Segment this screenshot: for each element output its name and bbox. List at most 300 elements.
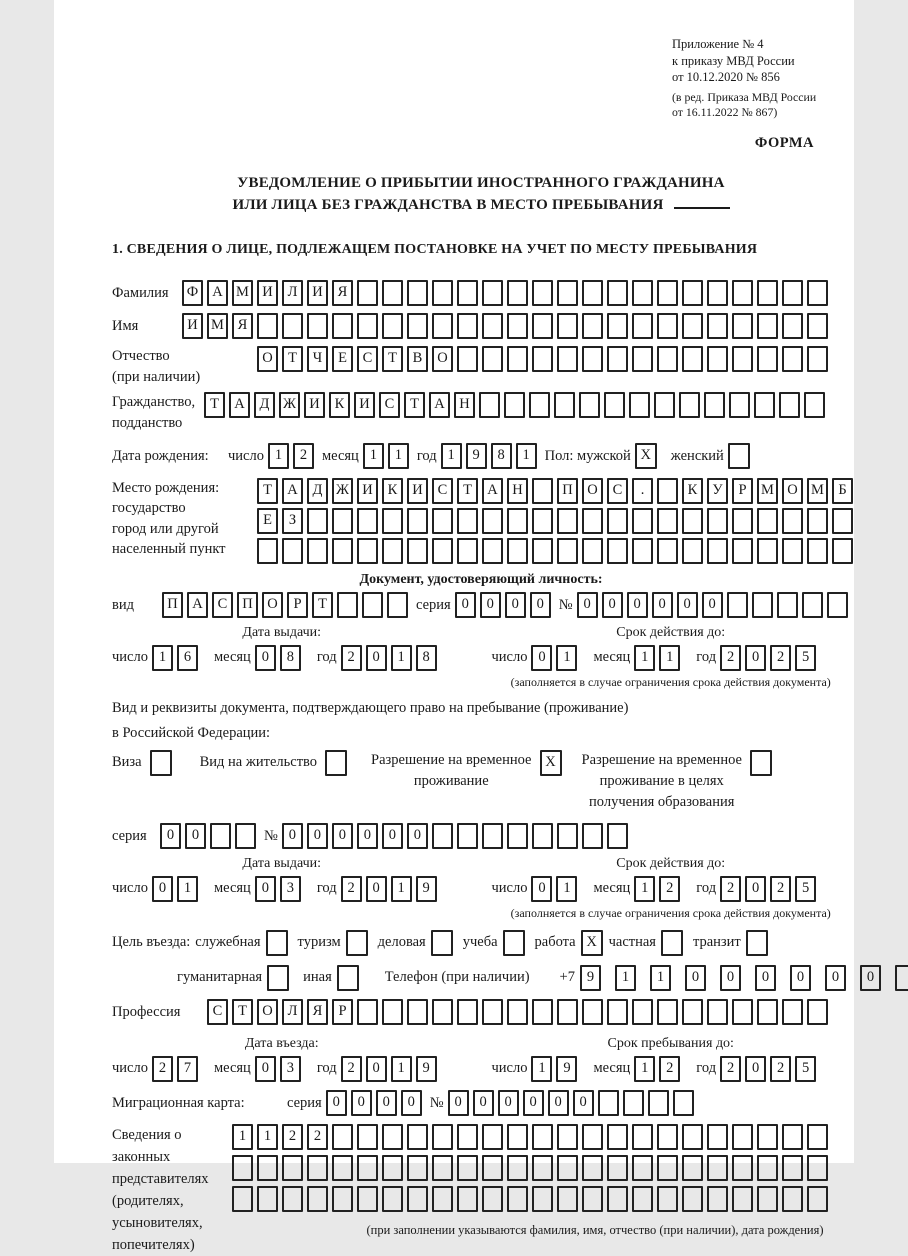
char-cell[interactable]: 0	[480, 592, 501, 618]
char-cell[interactable]: 1	[556, 645, 577, 671]
char-cell[interactable]: 0	[531, 876, 552, 902]
char-cell[interactable]: 1	[391, 645, 412, 671]
char-cell[interactable]: 9	[416, 1056, 437, 1082]
char-cell[interactable]: 0	[745, 876, 766, 902]
char-cell[interactable]: Е	[332, 346, 353, 372]
char-cell[interactable]	[807, 1186, 828, 1212]
char-cell[interactable]	[232, 1186, 253, 1212]
char-cell[interactable]: 0	[473, 1090, 494, 1116]
char-cell[interactable]: Р	[732, 478, 753, 504]
char-cell[interactable]	[532, 280, 553, 306]
char-cell[interactable]	[532, 508, 553, 534]
char-cell[interactable]	[807, 346, 828, 372]
char-cell[interactable]	[682, 1186, 703, 1212]
char-cell[interactable]	[507, 1155, 528, 1181]
char-cell[interactable]	[657, 1155, 678, 1181]
char-cell[interactable]	[482, 1124, 503, 1150]
char-cell[interactable]: И	[182, 313, 203, 339]
purpose-study-checkbox[interactable]	[503, 930, 525, 956]
purpose-other-checkbox[interactable]	[337, 965, 359, 991]
char-cell[interactable]	[457, 999, 478, 1025]
char-cell[interactable]	[482, 508, 503, 534]
char-cell[interactable]	[582, 1186, 603, 1212]
char-cell[interactable]	[607, 823, 628, 849]
char-cell[interactable]	[582, 999, 603, 1025]
char-cell[interactable]	[557, 1155, 578, 1181]
char-cell[interactable]	[682, 1155, 703, 1181]
char-cell[interactable]	[282, 1155, 303, 1181]
char-cell[interactable]	[632, 313, 653, 339]
char-cell[interactable]: И	[304, 392, 325, 418]
char-cell[interactable]	[307, 538, 328, 564]
char-cell[interactable]	[457, 1186, 478, 1212]
char-cell[interactable]: 2	[720, 876, 741, 902]
char-cell[interactable]	[457, 313, 478, 339]
char-cell[interactable]	[582, 1155, 603, 1181]
char-cell[interactable]: С	[379, 392, 400, 418]
char-cell[interactable]: З	[282, 508, 303, 534]
char-cell[interactable]: 0	[282, 823, 303, 849]
char-cell[interactable]	[732, 1186, 753, 1212]
char-cell[interactable]	[679, 392, 700, 418]
char-cell[interactable]: 1	[556, 876, 577, 902]
char-cell[interactable]: 0	[790, 965, 811, 991]
char-cell[interactable]: Л	[282, 280, 303, 306]
char-cell[interactable]	[407, 313, 428, 339]
char-cell[interactable]	[707, 1186, 728, 1212]
char-cell[interactable]	[232, 1155, 253, 1181]
char-cell[interactable]: А	[187, 592, 208, 618]
char-cell[interactable]	[557, 508, 578, 534]
char-cell[interactable]	[623, 1090, 644, 1116]
char-cell[interactable]: 5	[795, 1056, 816, 1082]
char-cell[interactable]	[782, 999, 803, 1025]
char-cell[interactable]	[807, 280, 828, 306]
char-cell[interactable]: П	[557, 478, 578, 504]
char-cell[interactable]	[357, 1124, 378, 1150]
char-cell[interactable]: С	[607, 478, 628, 504]
char-cell[interactable]: Т	[204, 392, 225, 418]
char-cell[interactable]: 2	[282, 1124, 303, 1150]
char-cell[interactable]	[752, 592, 773, 618]
char-cell[interactable]	[598, 1090, 619, 1116]
char-cell[interactable]: 2	[341, 1056, 362, 1082]
char-cell[interactable]	[257, 538, 278, 564]
char-cell[interactable]: 1	[659, 645, 680, 671]
char-cell[interactable]	[557, 1186, 578, 1212]
char-cell[interactable]	[782, 1155, 803, 1181]
char-cell[interactable]	[807, 538, 828, 564]
char-cell[interactable]	[557, 346, 578, 372]
char-cell[interactable]	[532, 1124, 553, 1150]
char-cell[interactable]	[707, 1155, 728, 1181]
char-cell[interactable]	[657, 280, 678, 306]
char-cell[interactable]	[482, 280, 503, 306]
char-cell[interactable]: 0	[685, 965, 706, 991]
char-cell[interactable]: Ф	[182, 280, 203, 306]
char-cell[interactable]	[332, 1124, 353, 1150]
char-cell[interactable]	[604, 392, 625, 418]
char-cell[interactable]	[482, 999, 503, 1025]
char-cell[interactable]: 0	[825, 965, 846, 991]
char-cell[interactable]	[657, 508, 678, 534]
char-cell[interactable]: И	[257, 280, 278, 306]
char-cell[interactable]: 1	[257, 1124, 278, 1150]
visa-checkbox[interactable]	[150, 750, 172, 776]
char-cell[interactable]	[757, 999, 778, 1025]
char-cell[interactable]: 1	[634, 876, 655, 902]
char-cell[interactable]: А	[229, 392, 250, 418]
char-cell[interactable]	[210, 823, 231, 849]
char-cell[interactable]	[507, 1124, 528, 1150]
char-cell[interactable]	[807, 313, 828, 339]
char-cell[interactable]	[282, 1186, 303, 1212]
char-cell[interactable]	[332, 508, 353, 534]
char-cell[interactable]	[732, 1124, 753, 1150]
char-cell[interactable]	[757, 346, 778, 372]
char-cell[interactable]	[707, 538, 728, 564]
char-cell[interactable]	[432, 999, 453, 1025]
char-cell[interactable]	[357, 1186, 378, 1212]
char-cell[interactable]	[382, 538, 403, 564]
char-cell[interactable]	[457, 538, 478, 564]
char-cell[interactable]: 8	[416, 645, 437, 671]
char-cell[interactable]: 0	[255, 876, 276, 902]
char-cell[interactable]	[504, 392, 525, 418]
char-cell[interactable]: 2	[770, 1056, 791, 1082]
char-cell[interactable]	[607, 1186, 628, 1212]
char-cell[interactable]	[782, 1186, 803, 1212]
char-cell[interactable]: .	[632, 478, 653, 504]
char-cell[interactable]	[532, 1186, 553, 1212]
char-cell[interactable]	[457, 823, 478, 849]
char-cell[interactable]: 0	[498, 1090, 519, 1116]
purpose-private-checkbox[interactable]	[661, 930, 683, 956]
char-cell[interactable]: 9	[466, 443, 487, 469]
char-cell[interactable]: 0	[530, 592, 551, 618]
char-cell[interactable]	[532, 1155, 553, 1181]
char-cell[interactable]: М	[807, 478, 828, 504]
char-cell[interactable]	[432, 508, 453, 534]
char-cell[interactable]: 0	[152, 876, 173, 902]
char-cell[interactable]: 1	[391, 1056, 412, 1082]
char-cell[interactable]: 2	[659, 1056, 680, 1082]
char-cell[interactable]: И	[354, 392, 375, 418]
char-cell[interactable]: 0	[448, 1090, 469, 1116]
char-cell[interactable]	[657, 478, 678, 504]
char-cell[interactable]: С	[357, 346, 378, 372]
char-cell[interactable]: Т	[282, 346, 303, 372]
char-cell[interactable]	[895, 965, 908, 991]
char-cell[interactable]	[307, 508, 328, 534]
char-cell[interactable]	[482, 1186, 503, 1212]
char-cell[interactable]	[532, 999, 553, 1025]
char-cell[interactable]	[657, 1124, 678, 1150]
char-cell[interactable]	[732, 346, 753, 372]
char-cell[interactable]	[457, 1155, 478, 1181]
char-cell[interactable]: 1	[232, 1124, 253, 1150]
char-cell[interactable]: У	[707, 478, 728, 504]
char-cell[interactable]: 9	[416, 876, 437, 902]
char-cell[interactable]	[607, 538, 628, 564]
char-cell[interactable]	[582, 280, 603, 306]
char-cell[interactable]	[507, 346, 528, 372]
char-cell[interactable]	[479, 392, 500, 418]
char-cell[interactable]	[282, 538, 303, 564]
char-cell[interactable]: 2	[307, 1124, 328, 1150]
char-cell[interactable]	[554, 392, 575, 418]
char-cell[interactable]	[682, 346, 703, 372]
char-cell[interactable]: 5	[795, 876, 816, 902]
char-cell[interactable]	[807, 1155, 828, 1181]
char-cell[interactable]	[357, 313, 378, 339]
char-cell[interactable]: 1	[531, 1056, 552, 1082]
char-cell[interactable]	[707, 313, 728, 339]
char-cell[interactable]: 7	[177, 1056, 198, 1082]
char-cell[interactable]	[682, 280, 703, 306]
char-cell[interactable]	[432, 313, 453, 339]
char-cell[interactable]: Я	[232, 313, 253, 339]
char-cell[interactable]: Н	[454, 392, 475, 418]
char-cell[interactable]: 0	[366, 645, 387, 671]
char-cell[interactable]: 1	[363, 443, 384, 469]
char-cell[interactable]: 0	[548, 1090, 569, 1116]
char-cell[interactable]: 0	[307, 823, 328, 849]
char-cell[interactable]: П	[237, 592, 258, 618]
char-cell[interactable]: 2	[770, 645, 791, 671]
char-cell[interactable]: Т	[257, 478, 278, 504]
char-cell[interactable]	[632, 346, 653, 372]
char-cell[interactable]	[782, 508, 803, 534]
char-cell[interactable]	[582, 313, 603, 339]
char-cell[interactable]: 0	[505, 592, 526, 618]
char-cell[interactable]	[407, 1155, 428, 1181]
char-cell[interactable]	[382, 1124, 403, 1150]
char-cell[interactable]	[607, 346, 628, 372]
char-cell[interactable]	[457, 1124, 478, 1150]
char-cell[interactable]: 2	[720, 1056, 741, 1082]
char-cell[interactable]: 0	[745, 1056, 766, 1082]
char-cell[interactable]	[632, 280, 653, 306]
char-cell[interactable]: 0	[860, 965, 881, 991]
char-cell[interactable]: 0	[376, 1090, 397, 1116]
char-cell[interactable]: 0	[602, 592, 623, 618]
char-cell[interactable]: 2	[293, 443, 314, 469]
char-cell[interactable]	[457, 508, 478, 534]
char-cell[interactable]	[657, 346, 678, 372]
char-cell[interactable]	[482, 823, 503, 849]
char-cell[interactable]: 0	[401, 1090, 422, 1116]
char-cell[interactable]	[757, 508, 778, 534]
char-cell[interactable]: Т	[457, 478, 478, 504]
char-cell[interactable]: В	[407, 346, 428, 372]
char-cell[interactable]	[432, 823, 453, 849]
char-cell[interactable]: К	[382, 478, 403, 504]
char-cell[interactable]: 1	[388, 443, 409, 469]
char-cell[interactable]: Е	[257, 508, 278, 534]
char-cell[interactable]	[782, 313, 803, 339]
char-cell[interactable]: 0	[652, 592, 673, 618]
char-cell[interactable]: 1	[391, 876, 412, 902]
char-cell[interactable]: Я	[307, 999, 328, 1025]
char-cell[interactable]	[707, 280, 728, 306]
char-cell[interactable]	[757, 1186, 778, 1212]
char-cell[interactable]	[362, 592, 383, 618]
char-cell[interactable]	[457, 280, 478, 306]
char-cell[interactable]	[607, 313, 628, 339]
char-cell[interactable]	[457, 346, 478, 372]
char-cell[interactable]	[557, 1124, 578, 1150]
char-cell[interactable]	[557, 280, 578, 306]
char-cell[interactable]	[729, 392, 750, 418]
char-cell[interactable]	[607, 508, 628, 534]
char-cell[interactable]	[557, 823, 578, 849]
char-cell[interactable]	[407, 999, 428, 1025]
char-cell[interactable]	[257, 1155, 278, 1181]
char-cell[interactable]	[529, 392, 550, 418]
char-cell[interactable]	[332, 1155, 353, 1181]
char-cell[interactable]: 2	[770, 876, 791, 902]
char-cell[interactable]	[387, 592, 408, 618]
char-cell[interactable]	[757, 1124, 778, 1150]
char-cell[interactable]: 6	[177, 645, 198, 671]
char-cell[interactable]: 0	[255, 1056, 276, 1082]
char-cell[interactable]: 8	[491, 443, 512, 469]
char-cell[interactable]: 0	[382, 823, 403, 849]
char-cell[interactable]	[682, 538, 703, 564]
char-cell[interactable]: М	[232, 280, 253, 306]
char-cell[interactable]	[582, 1124, 603, 1150]
char-cell[interactable]	[832, 538, 853, 564]
char-cell[interactable]	[782, 538, 803, 564]
char-cell[interactable]	[432, 1155, 453, 1181]
sex-male-checkbox[interactable]: X	[635, 443, 657, 469]
char-cell[interactable]	[579, 392, 600, 418]
char-cell[interactable]: 1	[516, 443, 537, 469]
char-cell[interactable]	[754, 392, 775, 418]
char-cell[interactable]	[582, 538, 603, 564]
char-cell[interactable]	[629, 392, 650, 418]
char-cell[interactable]	[532, 478, 553, 504]
char-cell[interactable]	[727, 592, 748, 618]
char-cell[interactable]: 0	[677, 592, 698, 618]
char-cell[interactable]	[757, 1155, 778, 1181]
temp-residence-education-checkbox[interactable]	[750, 750, 772, 776]
char-cell[interactable]	[257, 313, 278, 339]
char-cell[interactable]	[732, 313, 753, 339]
char-cell[interactable]	[482, 1155, 503, 1181]
char-cell[interactable]	[632, 508, 653, 534]
char-cell[interactable]	[607, 1124, 628, 1150]
char-cell[interactable]	[654, 392, 675, 418]
char-cell[interactable]: С	[207, 999, 228, 1025]
char-cell[interactable]	[757, 538, 778, 564]
char-cell[interactable]	[507, 313, 528, 339]
char-cell[interactable]: С	[432, 478, 453, 504]
char-cell[interactable]: 1	[152, 645, 173, 671]
char-cell[interactable]: Ж	[279, 392, 300, 418]
char-cell[interactable]	[357, 538, 378, 564]
char-cell[interactable]: И	[357, 478, 378, 504]
sex-female-checkbox[interactable]	[728, 443, 750, 469]
char-cell[interactable]: 0	[332, 823, 353, 849]
char-cell[interactable]	[407, 538, 428, 564]
char-cell[interactable]	[382, 1155, 403, 1181]
char-cell[interactable]: К	[682, 478, 703, 504]
char-cell[interactable]: 2	[152, 1056, 173, 1082]
char-cell[interactable]: 1	[634, 1056, 655, 1082]
char-cell[interactable]	[407, 1124, 428, 1150]
char-cell[interactable]	[632, 538, 653, 564]
char-cell[interactable]: 0	[745, 645, 766, 671]
char-cell[interactable]: 2	[341, 645, 362, 671]
char-cell[interactable]	[782, 1124, 803, 1150]
char-cell[interactable]	[657, 1186, 678, 1212]
char-cell[interactable]	[582, 508, 603, 534]
char-cell[interactable]	[682, 313, 703, 339]
char-cell[interactable]	[632, 1186, 653, 1212]
char-cell[interactable]	[807, 508, 828, 534]
char-cell[interactable]	[432, 538, 453, 564]
char-cell[interactable]: 5	[795, 645, 816, 671]
char-cell[interactable]: 0	[366, 876, 387, 902]
char-cell[interactable]: 0	[573, 1090, 594, 1116]
char-cell[interactable]	[507, 280, 528, 306]
char-cell[interactable]	[732, 1155, 753, 1181]
char-cell[interactable]: Т	[382, 346, 403, 372]
char-cell[interactable]	[802, 592, 823, 618]
char-cell[interactable]: 2	[341, 876, 362, 902]
char-cell[interactable]	[648, 1090, 669, 1116]
char-cell[interactable]	[382, 999, 403, 1025]
char-cell[interactable]: 0	[523, 1090, 544, 1116]
char-cell[interactable]: О	[582, 478, 603, 504]
char-cell[interactable]: О	[262, 592, 283, 618]
char-cell[interactable]	[557, 538, 578, 564]
char-cell[interactable]: 0	[160, 823, 181, 849]
char-cell[interactable]: 3	[280, 1056, 301, 1082]
char-cell[interactable]	[807, 999, 828, 1025]
char-cell[interactable]	[432, 280, 453, 306]
char-cell[interactable]: Т	[232, 999, 253, 1025]
char-cell[interactable]: Б	[832, 478, 853, 504]
char-cell[interactable]	[557, 999, 578, 1025]
char-cell[interactable]	[507, 999, 528, 1025]
char-cell[interactable]: 0	[185, 823, 206, 849]
char-cell[interactable]: О	[257, 999, 278, 1025]
char-cell[interactable]	[482, 346, 503, 372]
char-cell[interactable]: Р	[332, 999, 353, 1025]
char-cell[interactable]: 1	[268, 443, 289, 469]
char-cell[interactable]	[779, 392, 800, 418]
char-cell[interactable]	[707, 999, 728, 1025]
char-cell[interactable]	[235, 823, 256, 849]
char-cell[interactable]: О	[782, 478, 803, 504]
char-cell[interactable]	[307, 313, 328, 339]
char-cell[interactable]	[432, 1186, 453, 1212]
char-cell[interactable]: А	[207, 280, 228, 306]
char-cell[interactable]: О	[257, 346, 278, 372]
char-cell[interactable]: 3	[280, 876, 301, 902]
char-cell[interactable]: Л	[282, 999, 303, 1025]
char-cell[interactable]: П	[162, 592, 183, 618]
char-cell[interactable]: Н	[507, 478, 528, 504]
char-cell[interactable]: Т	[404, 392, 425, 418]
char-cell[interactable]: 0	[755, 965, 776, 991]
char-cell[interactable]: 1	[441, 443, 462, 469]
char-cell[interactable]: 0	[357, 823, 378, 849]
char-cell[interactable]	[632, 1155, 653, 1181]
